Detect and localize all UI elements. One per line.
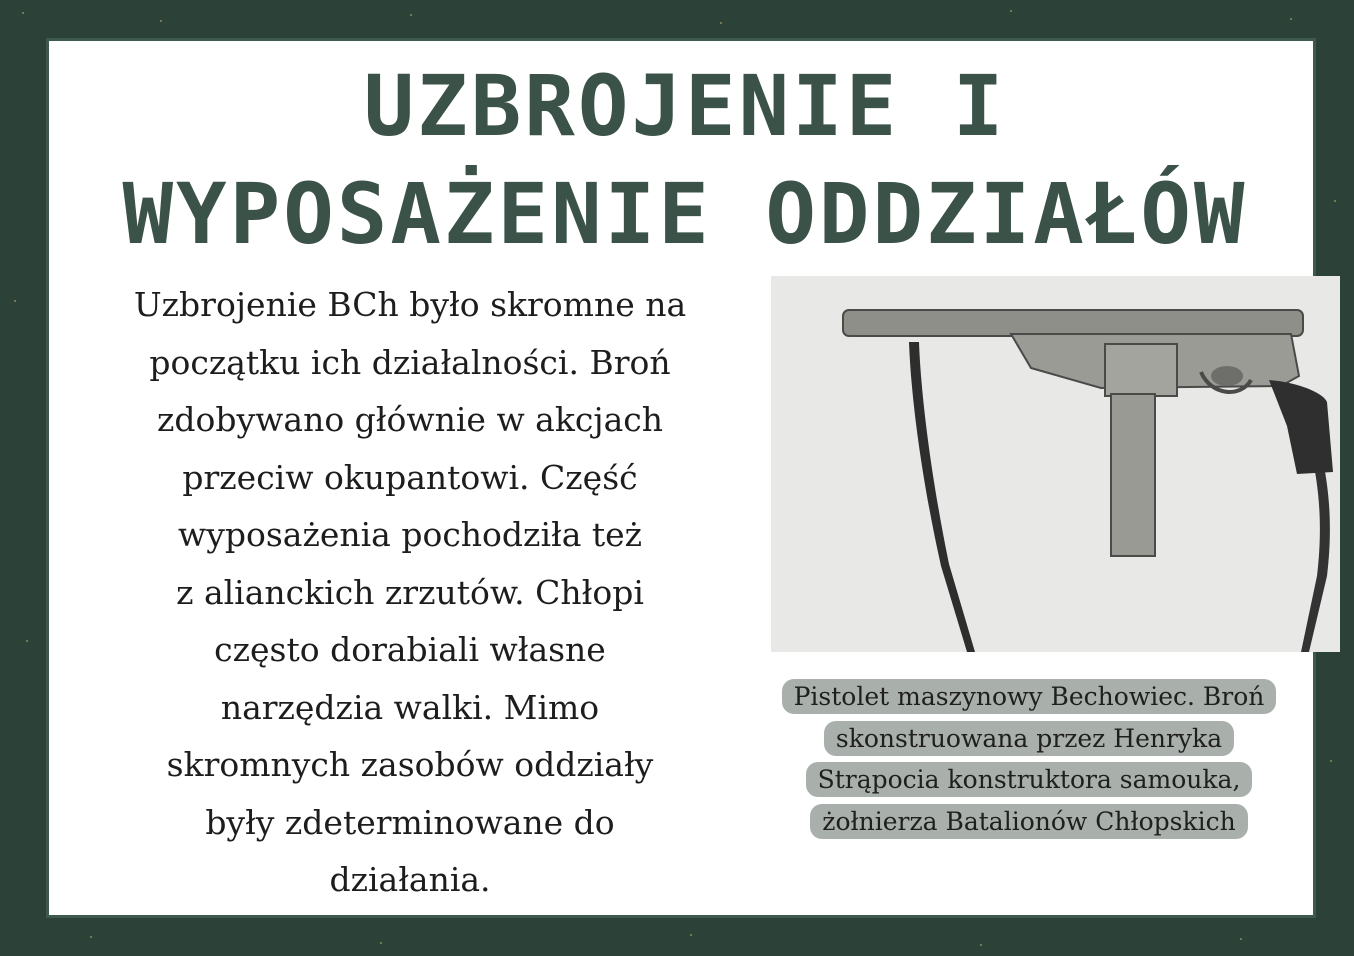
title-line-2: WYPOSAŻENIE ODDZIAŁÓW — [122, 165, 1248, 263]
title-line-1: UZBROJENIE I — [363, 57, 1007, 155]
weapon-photo — [771, 276, 1340, 652]
photo-caption-text: Pistolet maszynowy Bechowiec. Broń skonstruowana przez Henryka Strąpocia konstruktora samouka, żołnierza Batalionów Chłopskich — [782, 679, 1277, 839]
page-title — [60, 52, 1310, 268]
photo-caption — [778, 676, 1280, 842]
body-paragraph: Uzbrojenie BCh było skromne na początku ich działalności. Broń zdobywano głównie w akcjach przeciw okupantowi. Część wyposażenia pochodziła też z alianckich zrzutów. Chłopi często dorabiali własne narzędzia walki. Mimo skromnych zasobów oddziały były zdeterminowane do działania. — [133, 285, 687, 899]
